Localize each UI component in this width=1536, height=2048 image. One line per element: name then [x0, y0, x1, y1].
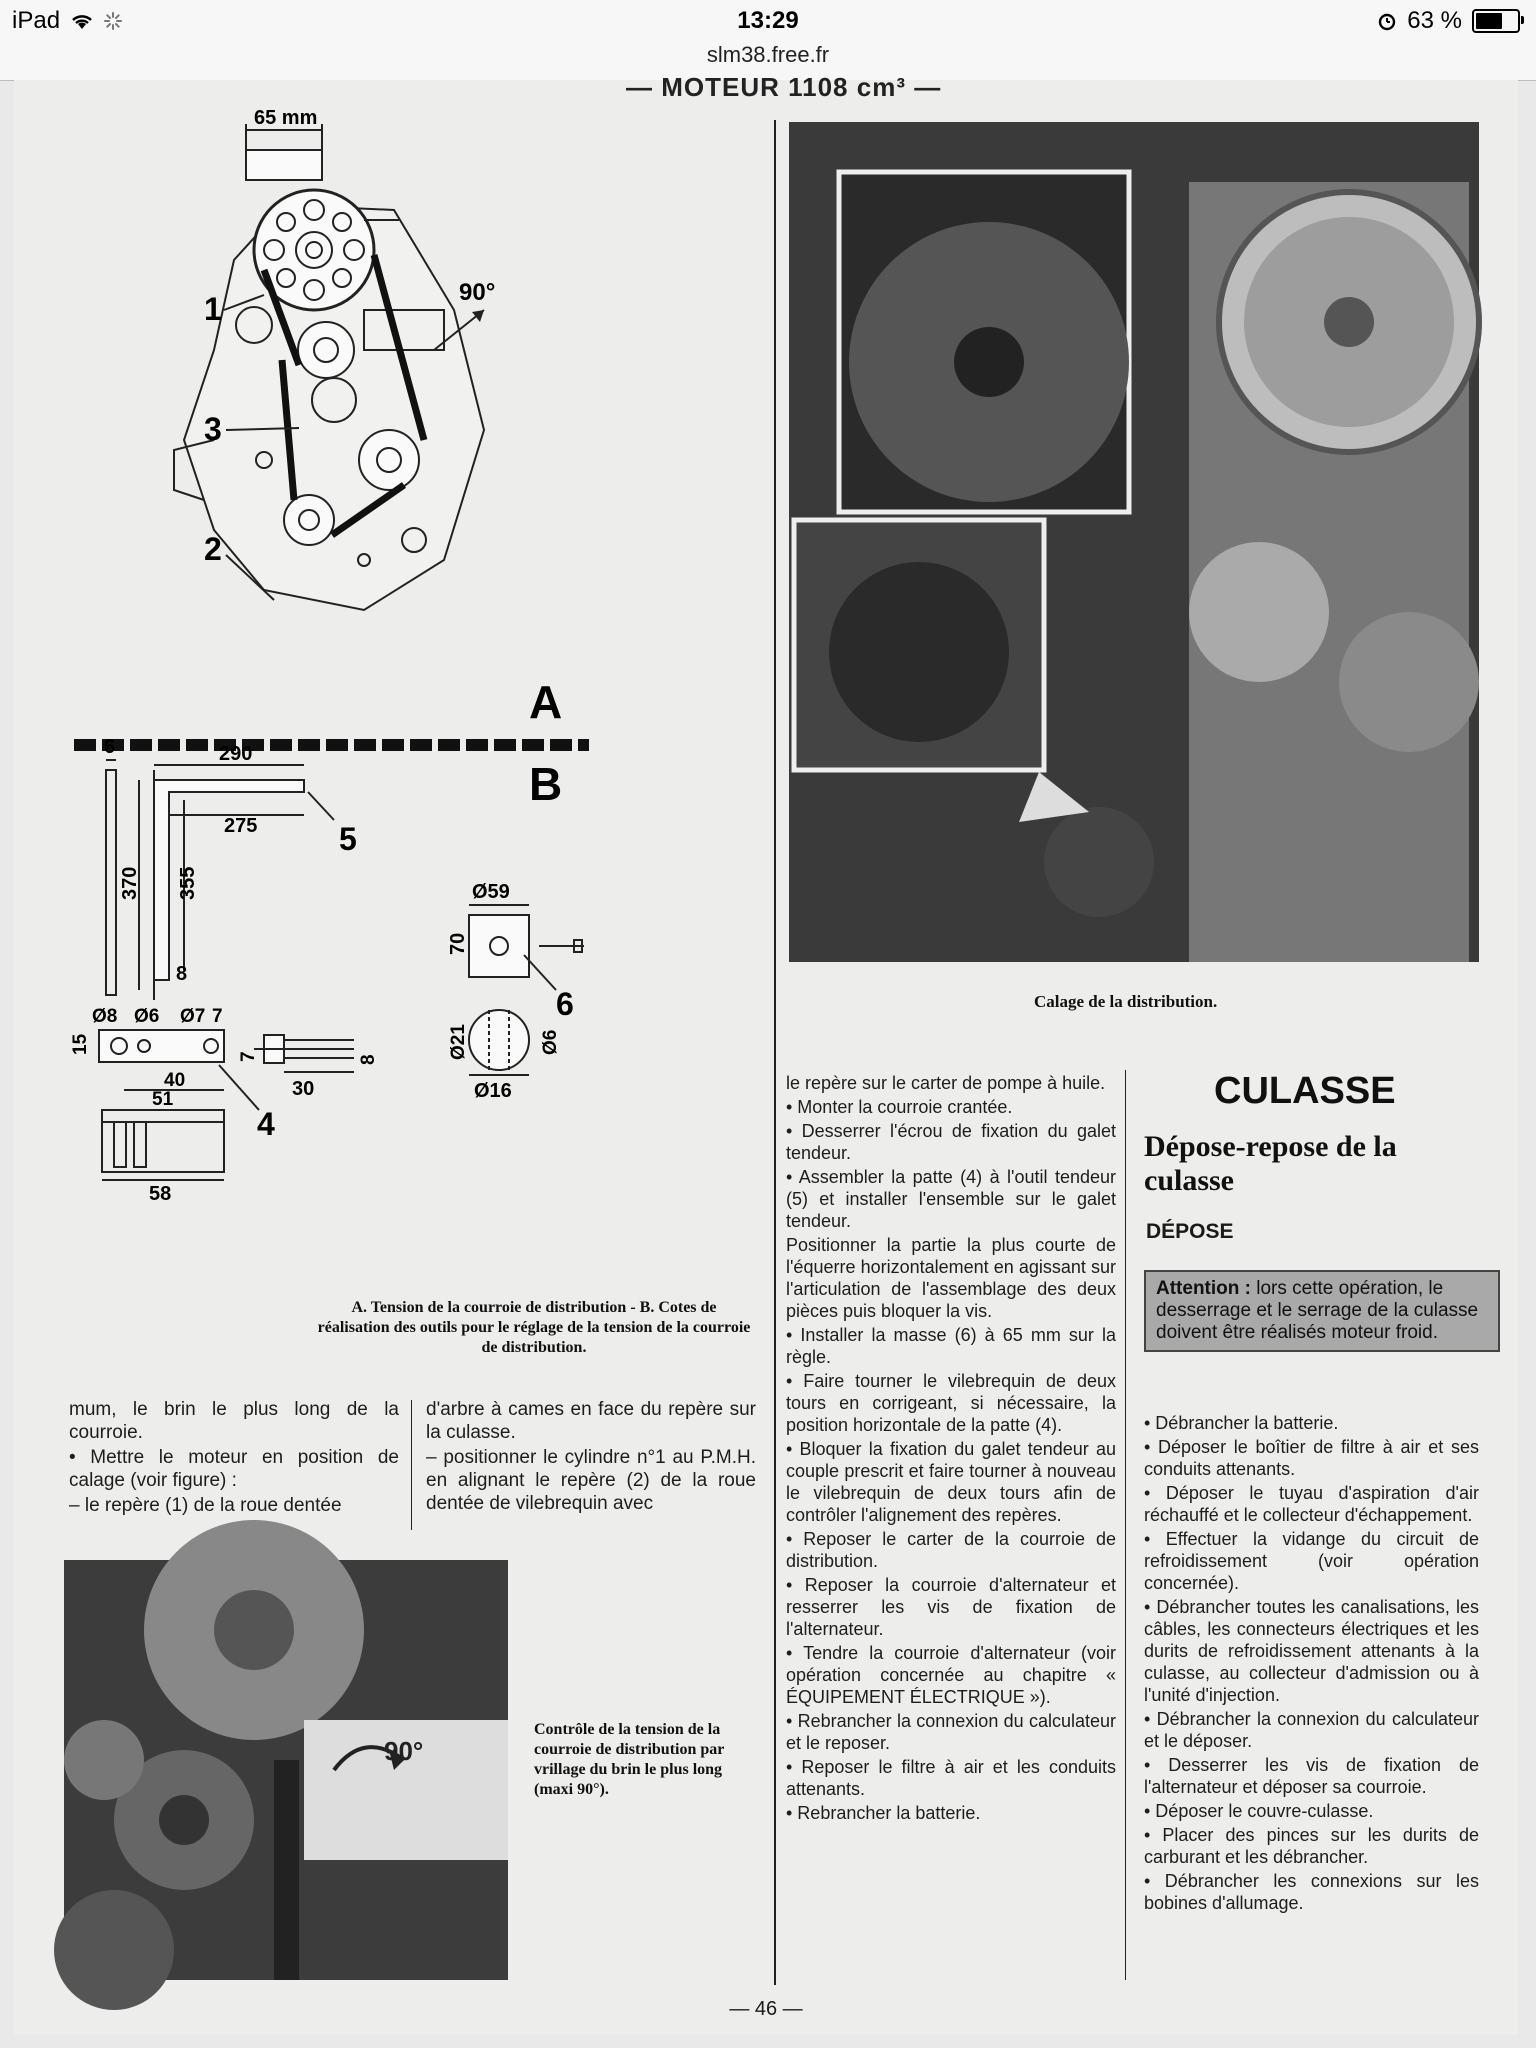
dim-8b: 8: [358, 1054, 379, 1065]
dim-65mm: 65 mm: [254, 107, 318, 129]
dim-51: 51: [152, 1089, 174, 1110]
dim-290: 290: [219, 743, 253, 765]
culasse-title: CULASSE: [1214, 1070, 1396, 1112]
timing-belt-diagram: [64, 107, 624, 1205]
culasse-step-8: • Déposer le couvre-culasse.: [1144, 1801, 1374, 1821]
status-right: [1377, 7, 1520, 35]
culasse-subtitle: Dépose-repose de la culasse: [1144, 1130, 1397, 1197]
timing-photo: [789, 122, 1479, 962]
twist-arrow-head: [472, 310, 484, 322]
col2-para-1: d'arbre à cames en face du repère sur la culasse.: [426, 1399, 756, 1443]
marker-4: 4: [257, 1106, 275, 1142]
device-name: iPad: [12, 7, 61, 34]
page-header: — MOTEUR 1108 cm³ —: [626, 72, 942, 102]
attention-label: Attention :: [1156, 1278, 1251, 1299]
battery-percent: 63 %: [1407, 7, 1462, 34]
timing-photo-caption: Calage de la distribution.: [1034, 992, 1218, 1011]
dim-7b: 7: [238, 1051, 259, 1062]
text-column-3: [786, 1072, 1116, 1826]
col3-para-3: • Desserrer l'écrou de fixation du galet tendeur.: [786, 1121, 1116, 1163]
col3-para-5: Positionner la partie la plus courte de l'équerre horizontalement en agissant sur l'articulation de l'assemblage des deux pièces puis bloquer la vis.: [786, 1235, 1116, 1321]
diagram-caption: A. Tension de la courroie de distribution - B. Cotes de réalisation des outils pour le réglage de la tension de la courroie de distribution.: [317, 1299, 751, 1356]
dim-355: 355: [177, 866, 199, 900]
text-column-1: [69, 1398, 399, 1519]
tension-photo: [64, 1560, 508, 1980]
col3-para-10: • Reposer la courroie d'alternateur et resserrer les vis de fixation de l'alternateur.: [786, 1575, 1116, 1639]
col3-para-13: • Reposer le filtre à air et les conduits attenants.: [786, 1757, 1116, 1799]
dim-7: 7: [212, 1006, 223, 1027]
marker-3: 3: [204, 411, 222, 447]
tension-photo-illustration: [64, 1560, 508, 1980]
timing-photo-illustration: [789, 122, 1479, 962]
marker-2: 2: [204, 531, 222, 567]
status-bar: [0, 0, 1536, 42]
dim-8: 8: [176, 963, 188, 985]
marker-6: 6: [556, 986, 574, 1022]
dim-70: 70: [447, 932, 469, 955]
tension-angle: 90°: [384, 1736, 424, 1766]
scanned-page: [14, 72, 1518, 2035]
column-divider-right: [1125, 1070, 1126, 1980]
culasse-step-6: • Débrancher la connexion du calculateur et le déposer.: [1144, 1709, 1479, 1751]
col3-para-11: • Tendre la courroie d'alternateur (voir opération concernée au chapitre « ÉQUIPEMENT ÉLECTRIQUE »).: [786, 1643, 1116, 1707]
dim-275: 275: [224, 815, 258, 837]
page-number: — 46 —: [729, 1998, 803, 2020]
col2-para-2: – positionner le cylindre n°1 au P.M.H. en alignant le repère (2) de la roue dentée de vilebrequin avec: [426, 1447, 756, 1514]
culasse-step-5: • Débrancher toutes les canalisations, les câbles, les connecteurs électriques et les durits de refroidissement attenants à la culasse, au collecteur d'admission ou à l'unité d'injection.: [1144, 1597, 1479, 1705]
marker-1: 1: [204, 291, 222, 327]
column-divider-small: [411, 1400, 412, 1530]
alarm-clock-icon: [1377, 11, 1397, 31]
culasse-step-10: • Débrancher les connexions sur les bobines d'allumage.: [1144, 1871, 1479, 1913]
tension-photo-caption: Contrôle de la tension de la courroie de distribution par vrillage du brin le plus long (maxi 90°).: [534, 1721, 725, 1798]
col1-para-3: – le repère (1) de la roue dentée: [69, 1495, 342, 1516]
col3-para-8: • Bloquer la fixation du galet tendeur au couple prescrit et faire tourner à nouveau le vilebrequin de deux tours afin de contrôler l'alignement des repères.: [786, 1439, 1116, 1525]
depose-heading: DÉPOSE: [1146, 1220, 1234, 1243]
marker-5: 5: [339, 821, 357, 857]
attention-box: [1144, 1270, 1500, 1352]
label-a: A: [529, 676, 563, 728]
text-column-2: [426, 1398, 756, 1517]
dim-58: 58: [149, 1183, 172, 1205]
culasse-step-7: • Desserrer les vis de fixation de l'alternateur et déposer sa courroie.: [1144, 1755, 1479, 1797]
dim-d6b: Ø6: [540, 1029, 561, 1055]
col3-para-12: • Rebrancher la connexion du calculateur et le reposer.: [786, 1711, 1116, 1753]
dim-d21: Ø21: [448, 1024, 469, 1060]
dim-30: 30: [292, 1078, 315, 1100]
dim-15: 15: [70, 1033, 91, 1055]
column-divider-main: [774, 120, 776, 1985]
dim-d7: Ø7: [180, 1006, 206, 1027]
culasse-step-9: • Placer des pinces sur les durits de carburant et les débrancher.: [1144, 1825, 1479, 1867]
battery-icon: [1472, 9, 1520, 33]
col3-para-2: • Monter la courroie crantée.: [786, 1097, 1013, 1117]
col3-para-1: le repère sur le carter de pompe à huile.: [786, 1073, 1106, 1093]
angle-90: 90°: [459, 279, 496, 306]
col1-para-1: mum, le brin le plus long de la courroie.: [69, 1399, 399, 1443]
dim-6: 6: [104, 736, 116, 758]
label-b: B: [529, 758, 563, 810]
dim-d8: Ø8: [92, 1006, 118, 1027]
dim-d6: Ø6: [134, 1006, 160, 1027]
ruler-65mm: [246, 124, 322, 180]
dim-d16: Ø16: [474, 1080, 512, 1102]
culasse-step-3: • Déposer le tuyau d'aspiration d'air réchauffé et le collecteur d'échappement.: [1144, 1483, 1479, 1525]
clock: 13:29: [737, 7, 799, 34]
col3-para-6: • Installer la masse (6) à 65 mm sur la règle.: [786, 1325, 1116, 1367]
culasse-step-4: • Effectuer la vidange du circuit de refroidissement (voir opération concernée).: [1144, 1529, 1479, 1593]
tool-4-drawing: [99, 1030, 354, 1180]
url-text[interactable]: slm38.free.fr: [706, 42, 830, 67]
dim-370: 370: [119, 866, 141, 900]
col3-para-4: • Assembler la patte (4) à l'outil tendeur (5) et installer l'ensemble sur le galet tendeur.: [786, 1167, 1116, 1231]
col3-para-7: • Faire tourner le vilebrequin de deux tours en corrigeant, si nécessaire, la position horizontale de la patte (4).: [786, 1371, 1116, 1435]
culasse-steps: [1144, 1412, 1479, 1916]
dim-d59: Ø59: [472, 881, 510, 903]
dim-40: 40: [164, 1070, 186, 1091]
culasse-step-2: • Déposer le boîtier de filtre à air et ses conduits attenants.: [1144, 1437, 1479, 1479]
col3-para-9: • Reposer le carter de la courroie de distribution.: [786, 1529, 1116, 1571]
col1-para-2: • Mettre le moteur en position de calage (voir figure) :: [69, 1447, 399, 1491]
col3-para-14: • Rebrancher la batterie.: [786, 1803, 981, 1823]
culasse-step-1: • Débrancher la batterie.: [1144, 1413, 1339, 1433]
attention-text: lors cette opération, le desserrage et le serrage de la culasse doivent être réalisés moteur froid.: [1156, 1278, 1479, 1343]
